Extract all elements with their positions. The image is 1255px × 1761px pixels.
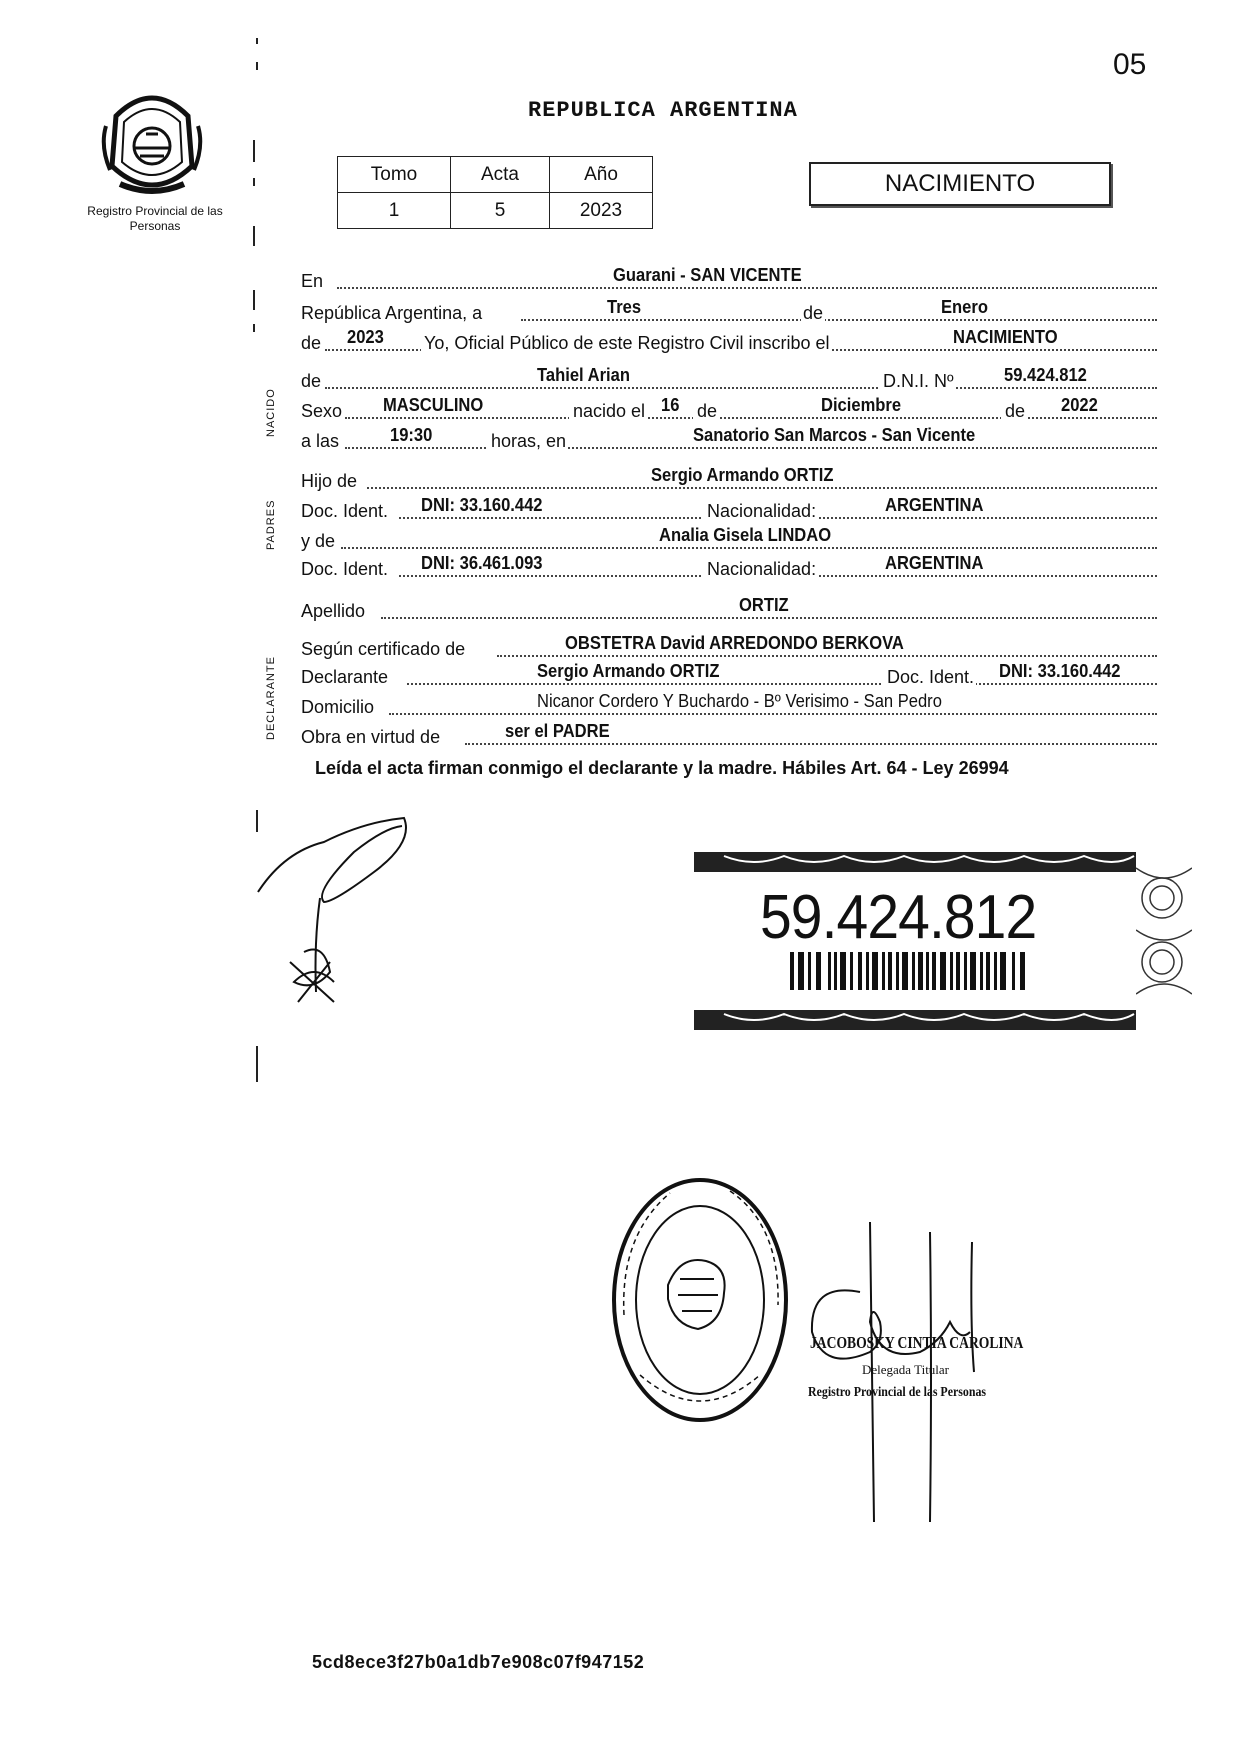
certificado-label: Según certificado de [301,639,466,659]
anio-value: 2023 [550,193,653,229]
de-label: de [803,303,824,323]
row-madre-doc [301,553,1157,580]
declarante-doc-label: Doc. Ident. [883,667,976,688]
madre-doc-label: Doc. Ident. [301,559,389,579]
mes-value: Enero [941,297,988,317]
row-obra [301,721,1157,748]
tomo-header: Tomo [338,157,451,193]
anio-inscripcion-value: 2023 [347,327,384,347]
nacido-mes-value: Diciembre [821,395,902,415]
record-table [337,156,653,229]
apellido-value: ORTIZ [739,595,789,615]
row-declarante [301,661,1157,688]
yo-oficial-text: Yo, Oficial Público de este Registro Civil inscribo el [421,333,832,354]
row-nombre [301,365,1157,392]
document-hash: 5cd8ece3f27b0a1db7e908c07f947152 [312,1652,645,1672]
row-apellido [301,595,1157,622]
tipo-inscripcion-value: NACIMIENTO [953,327,1058,347]
record-type-box: NACIMIENTO [809,162,1111,206]
horas-en-label: horas, en [487,431,568,452]
de-label-3: de [301,371,322,391]
padre-doc-label: Doc. Ident. [301,501,389,521]
signer-role: Delegada Titular [862,1362,950,1377]
tomo-value: 1 [338,193,451,229]
hijo-de-label: Hijo de [301,471,358,491]
row-padre-doc [301,495,1157,522]
apellido-label: Apellido [301,601,366,621]
lugar-value: Guarani - SAN VICENTE [613,265,802,285]
hora-value: 19:30 [390,425,433,445]
sexo-value: MASCULINO [383,395,484,415]
nacido-dia-value: 16 [661,395,680,415]
dni-value: 59.424.812 [1004,365,1087,385]
row-madre [301,525,1157,552]
official-signature [800,1222,990,1542]
side-label-nacido: NACIDO [265,388,277,437]
side-label-declarante: DECLARANTE [265,656,277,740]
signer-name: JACOBOSKY CINTIA CAROLINA [810,1333,1024,1352]
registry-name: Registro Provincial de las Personas [87,204,223,233]
republica-label: República Argentina, a [301,303,483,323]
domicilio-label: Domicilio [301,697,375,717]
padre-nacionalidad-value: ARGENTINA [885,495,984,515]
barcode-number: 59.424.812 [760,883,1037,952]
de-label-2: de [301,333,322,353]
dia-value: Tres [607,297,642,317]
row-hora [301,425,1157,452]
row-padre [301,465,1157,492]
row-republica [301,297,1157,324]
document-title: REPUBLICA ARGENTINA [528,98,798,123]
dni-label: D.N.I. Nº [879,371,956,392]
declarante-value: Sergio Armando ORTIZ [537,661,720,681]
page-number: 05 [1113,48,1147,81]
row-en [301,265,1157,292]
padre-doc-value: DNI: 33.160.442 [421,495,543,515]
y-de-label: y de [301,531,336,551]
obra-value: ser el PADRE [505,721,610,741]
madre-nacionalidad-label: Nacionalidad: [703,559,818,580]
padre-nacionalidad-label: Nacionalidad: [703,501,818,522]
de-label-5: de [1001,401,1027,422]
a-las-label: a las [301,431,340,451]
lugar-nacimiento-value: Sanatorio San Marcos - San Vicente [693,425,976,445]
declarante-label: Declarante [301,667,389,687]
signer-office: Registro Provincial de las Personas [808,1385,987,1400]
anio-header: Año [550,157,653,193]
provincial-seal-logo [96,86,208,196]
nacido-label: nacido el [569,401,647,422]
domicilio-value: Nicanor Cordero Y Buchardo - Bº Verisimo - San Pedro [537,691,942,711]
obra-label: Obra en virtud de [301,727,441,747]
acta-value: 5 [451,193,550,229]
declarante-doc-value: DNI: 33.160.442 [999,661,1121,681]
acta-header: Acta [451,157,550,193]
row-domicilio [301,691,1157,718]
row-anio [301,327,1157,354]
declarant-signature [254,812,414,1012]
sexo-label: Sexo [301,401,343,421]
en-label: En [301,271,324,291]
padre-value: Sergio Armando ORTIZ [651,465,834,485]
nombre-value: Tahiel Arian [537,365,630,385]
madre-nacionalidad-value: ARGENTINA [885,553,984,573]
madre-doc-value: DNI: 36.461.093 [421,553,543,573]
side-label-padres: PADRES [265,499,277,550]
madre-value: Analia Gisela LINDAO [659,525,832,545]
certificado-value: OBSTETRA David ARREDONDO BERKOVA [565,633,904,653]
row-sexo [301,395,1157,422]
closing-text: Leída el acta firman conmigo el declarante y la madre. Hábiles Art. 64 - Ley 26994 [315,758,1009,778]
official-stamp [610,1175,790,1425]
de-label-4: de [693,401,719,422]
sticker-guilloche-pattern [1136,858,1192,1004]
row-certificado [301,633,1157,660]
nacido-anio-value: 2022 [1061,395,1098,415]
